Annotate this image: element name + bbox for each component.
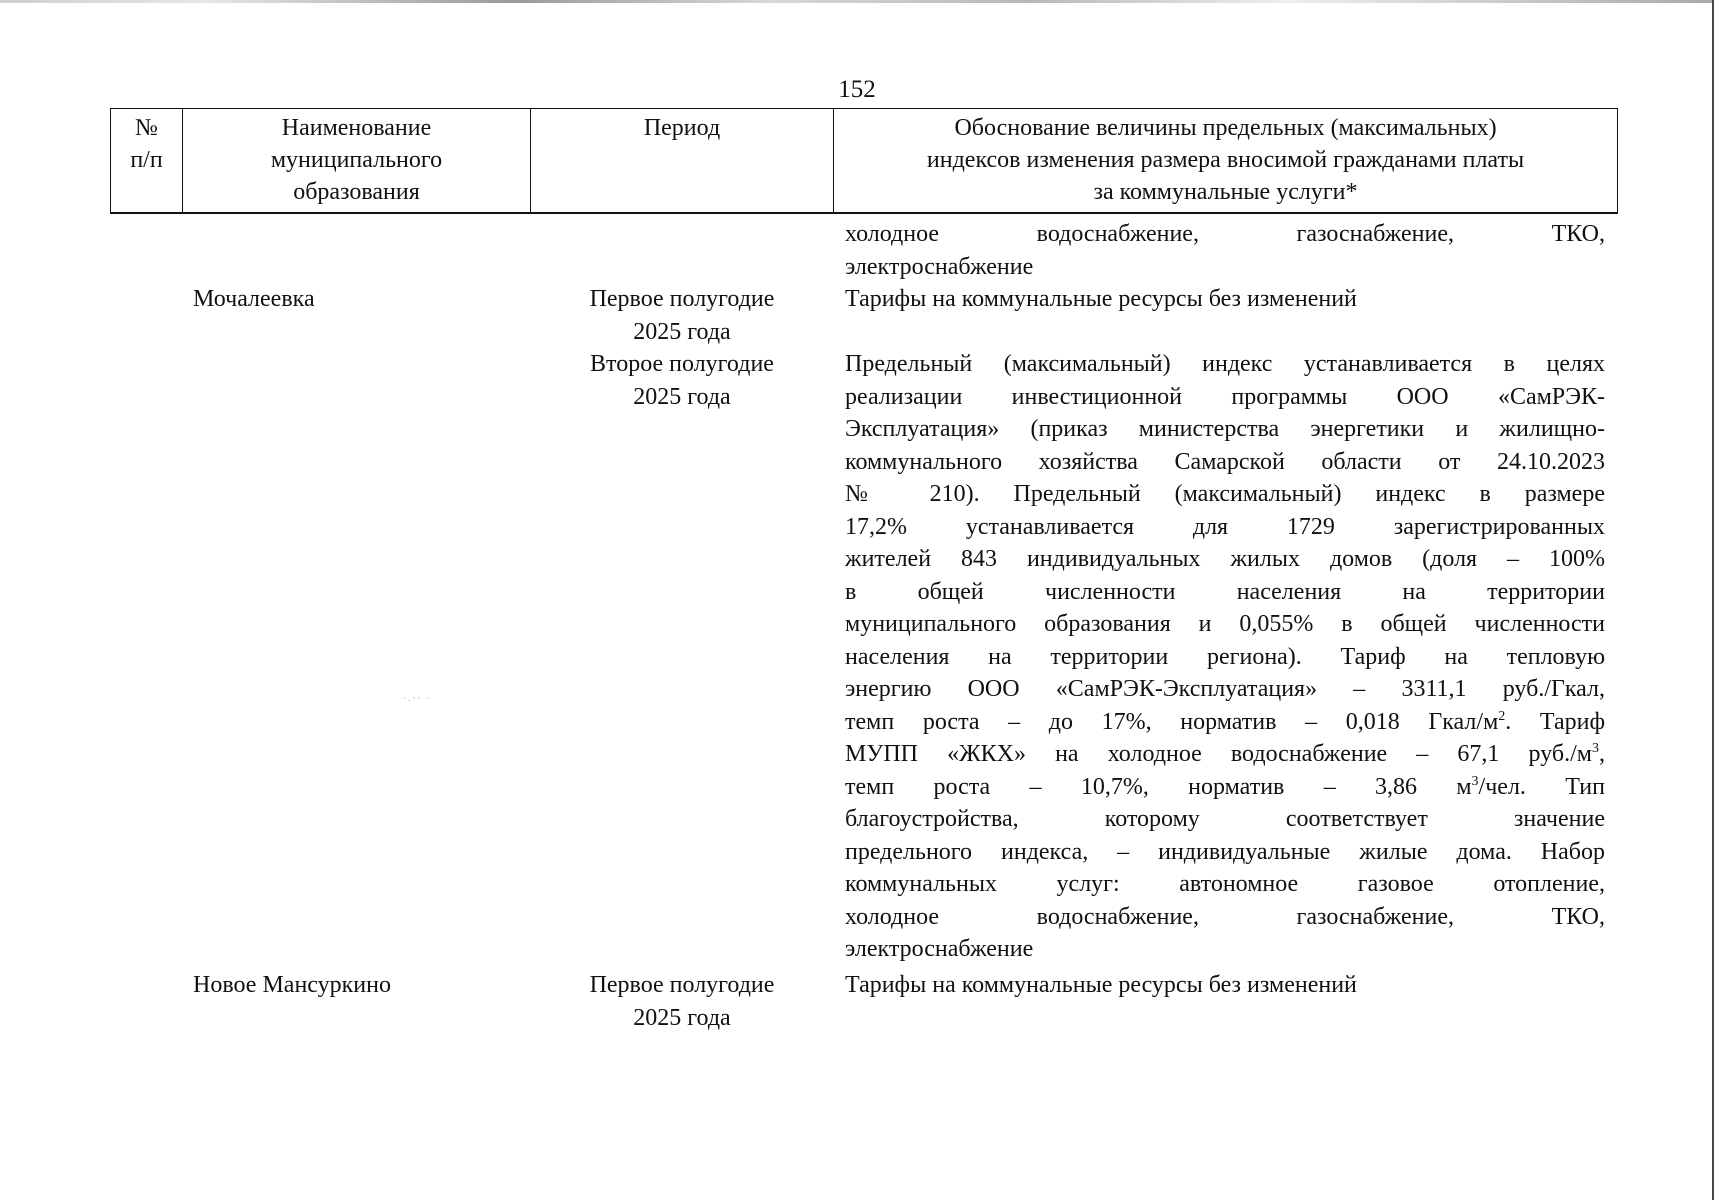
period-line: Первое полугодие [589, 972, 775, 998]
municipality-name: Новое Мансуркино [193, 972, 391, 998]
header-line: за коммунальные услуги* [1093, 179, 1358, 205]
text-line: Тарифы на коммунальные ресурсы без изменений [845, 286, 1357, 312]
header-col-municipality [183, 109, 531, 212]
header-line: Наименование [281, 115, 432, 141]
superscript: 2 [1498, 708, 1506, 724]
superscript: 3 [1592, 741, 1599, 756]
header-col-justification [834, 109, 1617, 212]
text-line: Эксплуатация» (приказ министерства энергетики и жилищно- [845, 416, 1605, 442]
header-line: № [135, 115, 158, 141]
scan-noise: ·.·· · [403, 693, 432, 703]
text-line: электроснабжение [845, 936, 1034, 962]
text-line: Предельный (максимальный) индекс устанавливается в целях [845, 351, 1605, 377]
scan-edge-top [0, 0, 1714, 3]
period-line: 2025 года [633, 383, 731, 410]
text-part: темп роста – до 17%, норматив – 0,018 Гкал/м [845, 708, 1499, 735]
text-line: электроснабжение [845, 253, 1034, 280]
text-line: населения на территории региона). Тариф на тепловую [845, 643, 1605, 670]
header-line: Период [643, 115, 721, 141]
text-part: темп роста – 10,7%, норматив – 3,86 м [845, 773, 1472, 800]
header-line: п/п [130, 147, 163, 173]
header-col-number [111, 109, 183, 212]
continuation-text [845, 218, 1605, 283]
justification-text [845, 348, 1605, 966]
text-line: предельного индекса, – индивидуальные жилые дома. Набор [845, 838, 1605, 865]
text-line: холодное водоснабжение, газоснабжение, ТКО, [845, 903, 1605, 930]
period-line: 2025 года [633, 318, 731, 345]
period-line: Первое полугодие [589, 286, 775, 312]
text-part: /чел. Тип [1478, 773, 1605, 800]
text-line: Тарифы на коммунальные ресурсы без изменений [845, 972, 1357, 998]
period-line: Второе полугодие [590, 351, 774, 377]
text-line: холодное водоснабжение, газоснабжение, ТКО, [845, 221, 1605, 247]
header-line: индексов изменения размера вносимой гражданами платы [926, 147, 1525, 173]
header-col-period [531, 109, 834, 212]
text-part: . Тариф [1505, 708, 1605, 735]
text-line: № 210). Предельный (максимальный) индекс в размере [845, 481, 1605, 507]
superscript: 3 [1471, 773, 1479, 789]
text-line: коммунальных услуг: автономное газовое отопление, [845, 871, 1605, 897]
header-line: образования [293, 179, 420, 205]
table-header [110, 108, 1618, 214]
period-cell [540, 348, 824, 413]
text-line: в общей численности населения на территории [845, 578, 1605, 605]
text-line: реализации инвестиционной программы ООО «СамРЭК- [845, 383, 1605, 410]
header-line: Обоснование величины предельных (максимальных) [954, 115, 1497, 141]
text-line: муниципального образования и 0,055% в общей численности [845, 611, 1605, 637]
municipality-name: Мочалеевка [193, 286, 315, 312]
page-number: 152 [838, 76, 876, 103]
text-line-with-sup [845, 706, 1605, 739]
period-cell [540, 283, 824, 348]
text-line-with-sup [845, 738, 1605, 771]
text-line: жителей 843 индивидуальных жилых домов (доля – 100% [845, 546, 1605, 572]
justification-text [845, 283, 1605, 316]
text-line: энергию ООО «СамРЭК-Эксплуатация» – 3311,1 руб./Гкал, [845, 676, 1605, 702]
text-part: , [1599, 741, 1605, 767]
header-line: муниципального [270, 147, 443, 173]
text-line-with-sup [845, 771, 1605, 804]
period-cell [540, 969, 824, 1034]
period-line: 2025 года [633, 1004, 731, 1031]
text-line: коммунального хозяйства Самарской области от 24.10.2023 [845, 448, 1605, 475]
text-line: 17,2% устанавливается для 1729 зарегистрированных [845, 513, 1605, 540]
text-part: МУПП «ЖКХ» на холодное водоснабжение – 67,1 руб./м [845, 741, 1592, 767]
text-line: благоустройства, которому соответствует значение [845, 806, 1605, 832]
justification-text [845, 969, 1605, 1002]
